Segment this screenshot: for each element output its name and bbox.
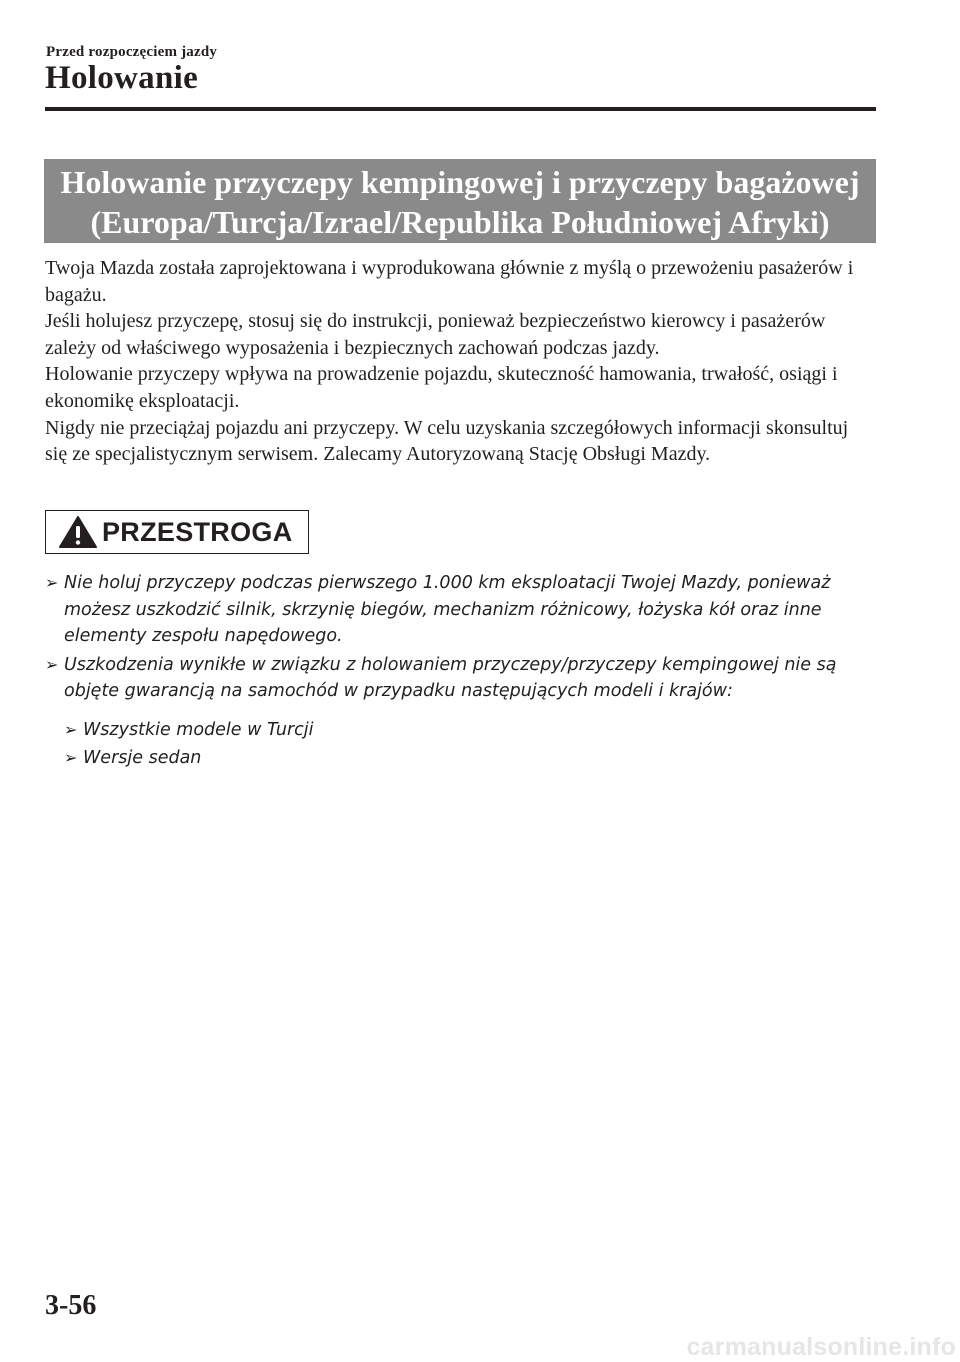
caution-box [45,510,309,554]
page-number: 3-56 [45,1290,97,1321]
caution-item-text: Nie holuj przyczepy podczas pierwszego 1.000 km eksploatacji Twojej Mazdy, ponieważ możesz uszkodzić silnik, skrzynię biegów, mechanizm różnicowy, łożyska kół oraz inne elementy zespołu napędowego. [64,573,831,646]
breadcrumb: Przed rozpoczęciem jazdy [46,44,218,60]
caution-label: PRZESTROGA [102,516,293,547]
body-paragraph-1: Twoja Mazda została zaprojektowana i wyprodukowana głównie z myślą o przewożeniu pasażerów i bagażu. [45,257,854,306]
chapter-heading-line-1: Holowanie przyczepy kempingowej i przyczepy bagażowej [60,164,860,200]
caution-sub-item-text: Wersje sedan [83,748,202,768]
chapter-heading [44,159,876,243]
caution-item-1 [45,570,875,650]
bullet-arrow-icon: ➢ [64,748,78,767]
body-text [45,255,875,468]
caution-item-2 [45,652,875,705]
caution-item-text: Uszkodzenia wynikłe w związku z holowaniem przyczepy/przyczepy kempingowej nie są objęte gwarancją na samochód w przypadku następujących modeli i krajów: [64,654,837,701]
body-paragraph-3: Holowanie przyczepy wpływa na prowadzenie pojazdu, skuteczność hamowania, trwałość, osiągi i ekonomikę eksploatacji. [45,363,838,412]
caution-sub-list [45,717,875,772]
caution-list [45,570,875,774]
bullet-arrow-icon: ➢ [45,654,59,674]
title-divider [45,107,876,111]
caution-sub-item-2 [64,745,875,772]
caution-sub-item-text: Wszystkie modele w Turcji [83,719,314,740]
watermark: carmanualsonline.info [686,1333,956,1361]
warning-triangle-icon [58,515,98,549]
bullet-arrow-icon: ➢ [45,573,59,592]
body-paragraph-4: Nigdy nie przeciążaj pojazdu ani przyczepy. W celu uzyskania szczegółowych informacji skonsultuj się ze specjalistycznym serwisem. Zalecamy Autoryzowaną Stację Obsługi Mazdy. [45,416,849,466]
section-title: Holowanie [45,60,199,96]
body-paragraph-2: Jeśli holujesz przyczepę, stosuj się do instrukcji, ponieważ bezpieczeństwo kierowcy i pasażerów zależy od właściwego wyposażenia i bezpiecznych zachowań podczas jazdy. [45,310,826,359]
caution-sub-item-1 [64,717,875,744]
chapter-heading-line-2: (Europa/Turcja/Izrael/Republika Południowej Afryki) [90,204,830,240]
bullet-arrow-icon: ➢ [64,719,78,739]
